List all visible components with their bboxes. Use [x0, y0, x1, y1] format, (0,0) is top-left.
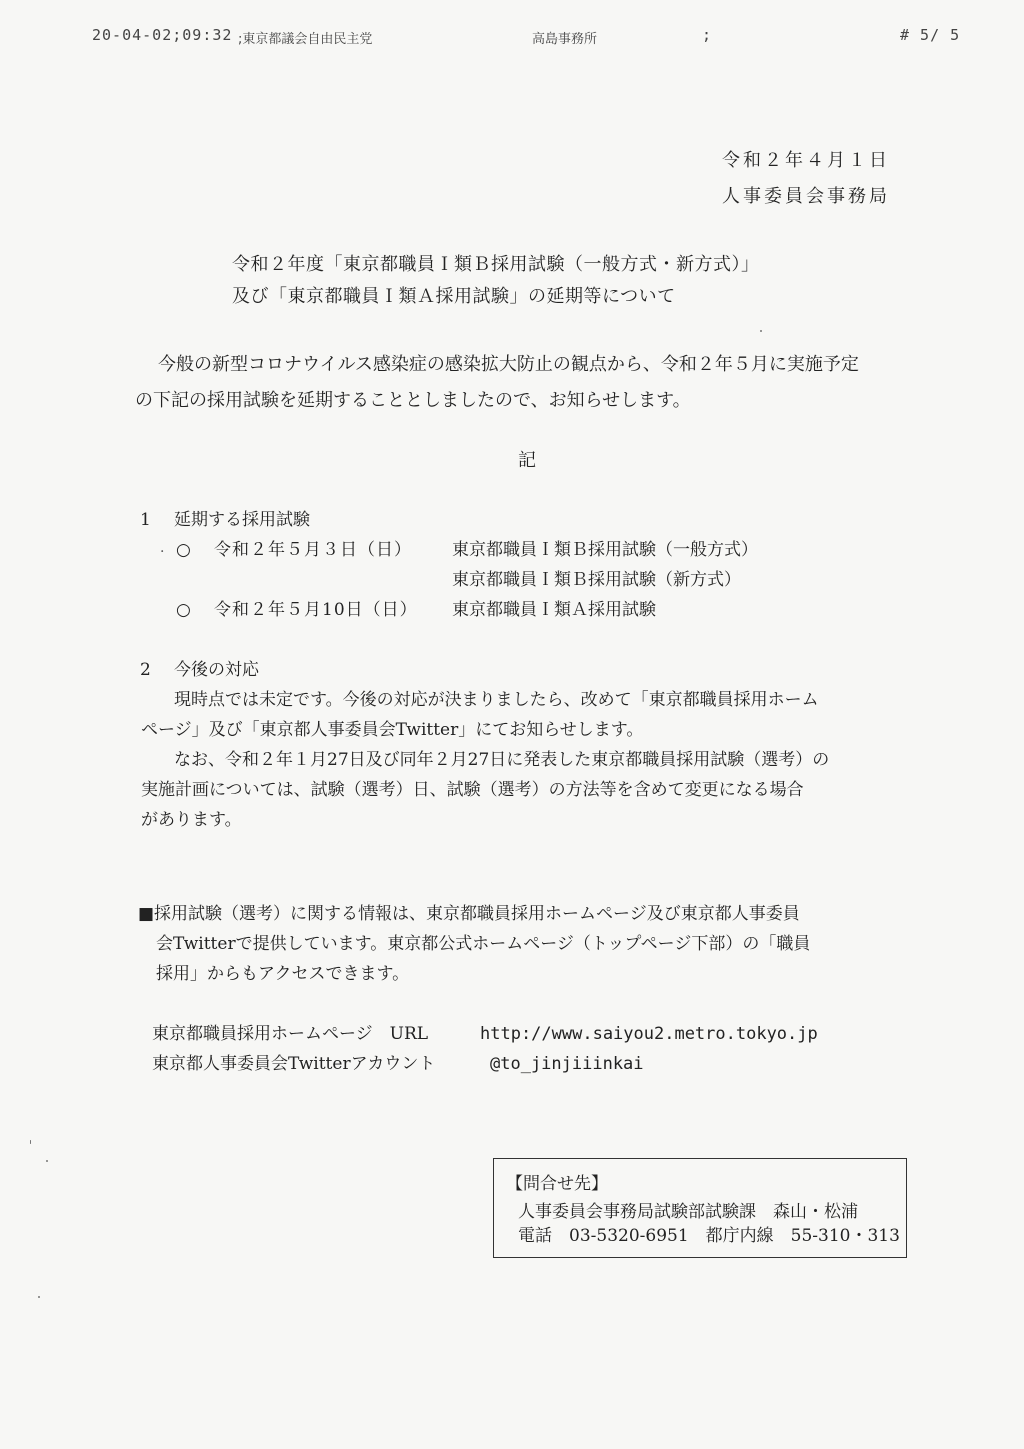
fax-office: 高島事務所 [532, 32, 598, 47]
section-2-number: 2 [140, 660, 151, 680]
issuing-office: 人事委員会事務局 [722, 186, 890, 207]
section-2-line-3: なお、令和２年１月27日及び同年２月27日に発表した東京都職員採用試験（選考）の [174, 750, 830, 770]
exam-row-3-date: 令和２年５月10日（日） [214, 600, 418, 620]
section-2-title: 今後の対応 [174, 660, 259, 680]
fax-page-count: # 5/ 5 [900, 26, 961, 44]
twitter-account-label: 東京都人事委員会Twitterアカウント [152, 1054, 436, 1074]
exam-row-3-bullet: ○ [176, 600, 191, 620]
info-line-3: 採用」からもアクセスできます。 [156, 964, 410, 984]
document-date: 令和２年４月１日 [722, 150, 890, 171]
fax-separator: ; [702, 26, 713, 44]
exam-row-1-date: 令和２年５月３日（日） [214, 540, 412, 560]
exam-row-1-bullet: ○ [176, 540, 191, 560]
info-line-1: ■採用試験（選考）に関する情報は、東京都職員採用ホームページ及び東京都人事委員 [138, 904, 800, 924]
homepage-url-label: 東京都職員採用ホームページ URL [152, 1024, 429, 1044]
contact-tel-line: 電話 03-5320-6951 都庁内線 55-310・313 [518, 1226, 900, 1246]
intro-line-1: 今般の新型コロナウイルス感染症の感染拡大防止の観点から、令和２年５月に実施予定 [158, 354, 859, 375]
info-line-2: 会Twitterで提供しています。東京都公式ホームページ（トップページ下部）の「職員 [156, 934, 811, 954]
exam-row-2-name: 東京都職員Ｉ類Ｂ採用試験（新方式） [452, 570, 741, 590]
section-2-line-1: 現時点では未定です。今後の対応が決まりましたら、改めて「東京都職員採用ホーム [174, 690, 819, 710]
contact-heading: 【問合せ先】 [506, 1174, 608, 1194]
contact-name-line: 人事委員会事務局試験部試験課 森山・松浦 [518, 1202, 858, 1222]
fax-header [0, 26, 1024, 50]
document-title-line-1: 令和２年度「東京都職員Ｉ類Ｂ採用試験（一般方式・新方式）」 [232, 254, 760, 275]
scan-speck [46, 1160, 48, 1162]
section-1-title: 延期する採用試験 [174, 510, 310, 530]
exam-row-1-name: 東京都職員Ｉ類Ｂ採用試験（一般方式） [452, 540, 758, 560]
section-2-line-5: があります。 [141, 810, 242, 830]
ki-heading: 記 [518, 450, 536, 471]
exam-row-3-name: 東京都職員Ｉ類Ａ採用試験 [452, 600, 656, 620]
section-1-number: 1 [140, 510, 151, 530]
fax-sender: ;東京都議会自由民主党 [238, 32, 373, 47]
fax-datetime: 20-04-02;09:32 [92, 26, 233, 44]
intro-line-2: の下記の採用試験を延期することとしましたので、お知らせします。 [135, 390, 691, 411]
stray-mark: · [160, 544, 165, 560]
scan-speck [38, 1296, 40, 1298]
scan-speck [760, 330, 762, 332]
twitter-handle: @to_jinjiiinkai [490, 1054, 644, 1074]
scan-speck [30, 1140, 31, 1144]
homepage-url: http://www.saiyou2.metro.tokyo.jp [480, 1024, 818, 1044]
document-title-line-2: 及び「東京都職員Ｉ類Ａ採用試験」の延期等について [232, 286, 676, 307]
section-2-line-4: 実施計画については、試験（選考）日、試験（選考）の方法等を含めて変更になる場合 [141, 780, 804, 800]
section-2-line-2: ページ」及び「東京都人事委員会Twitter」にてお知らせします。 [141, 720, 644, 740]
